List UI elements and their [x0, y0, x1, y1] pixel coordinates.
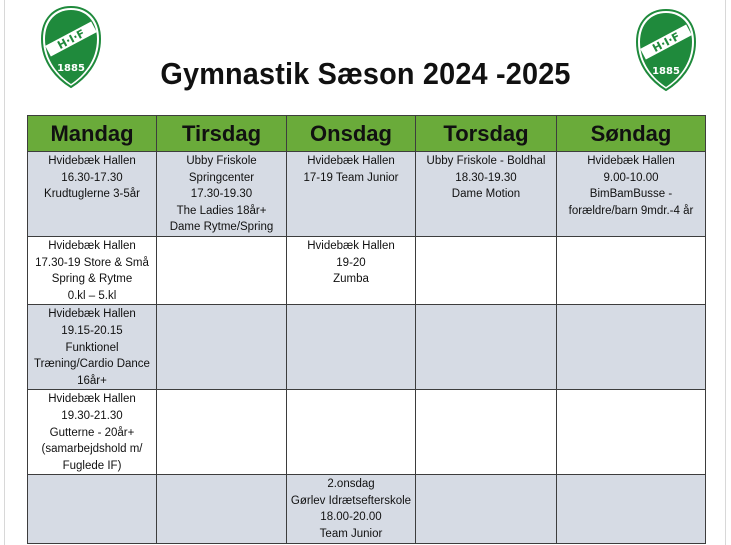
- cell-text-line: Zumba: [333, 273, 369, 286]
- cell-text-line: Hvidebæk Hallen: [48, 155, 136, 167]
- cell-text-line: Ubby Friskole - Boldhal: [426, 155, 546, 167]
- cell-text-line: 18.30-19.30: [455, 171, 517, 184]
- schedule-cell-onsdag: [287, 152, 416, 237]
- cell-text-line: BimBamBusse -: [589, 188, 673, 201]
- cell-text-line: 16.30-17.30: [61, 171, 123, 184]
- schedule-cell-mandag: [28, 236, 157, 304]
- schedule-cell-sondag: [557, 305, 706, 390]
- table-row: [28, 305, 706, 390]
- cell-text-line: 17.30-19.30: [190, 188, 253, 201]
- schedule-cell-onsdag: [287, 236, 416, 304]
- cell-text-line: Træning/Cardio Dance: [34, 358, 150, 371]
- schedule-cell-torsdag: [416, 236, 557, 304]
- cell-text-line: Dame Rytme/Spring: [169, 221, 274, 234]
- cell-text-line: Springcenter: [188, 171, 255, 184]
- schedule-cell-torsdag: [416, 152, 557, 237]
- cell-text-line: 2.onsdag: [327, 478, 375, 491]
- cell-text-line: 0.kl – 5.kl: [67, 289, 117, 302]
- day-header-torsdag: Torsdag: [416, 116, 557, 152]
- cell-text-line: Gutterne - 20år+: [49, 426, 135, 439]
- cell-text-line: The Ladies 18år+: [176, 204, 267, 217]
- cell-text-line: Ubby Friskole: [186, 155, 257, 167]
- page-title: Gymnastik Sæson 2024 -2025: [160, 56, 571, 91]
- cell-text-line: Gørlev Idrætsefterskole: [290, 494, 412, 507]
- schedule-cell-sondag: [557, 236, 706, 304]
- schedule-cell-tirsdag: [157, 236, 287, 304]
- table-row: [28, 390, 706, 475]
- schedule-cell-onsdag: [287, 305, 416, 390]
- cell-text-line: Hvidebæk Hallen: [48, 239, 136, 252]
- cell-text-line: Team Junior: [319, 528, 383, 541]
- cell-text-line: 19-20: [336, 256, 366, 269]
- schedule-cell-mandag: [28, 305, 157, 390]
- cell-text-line: forældre/barn 9mdr.-4 år: [568, 204, 694, 217]
- schedule-cell-tirsdag: [157, 475, 287, 543]
- schedule-cell-mandag: [28, 475, 157, 543]
- svg-text:H·I·F: H·I·F: [650, 29, 683, 56]
- schedule-cell-torsdag: [416, 390, 557, 475]
- cell-text-line: (samarbejdshold m/: [41, 443, 143, 456]
- schedule-cell-sondag: [557, 475, 706, 543]
- schedule-cell-sondag: [557, 390, 706, 475]
- cell-text-line: Krudtuglerne 3-5år: [44, 188, 140, 201]
- svg-text:1885: 1885: [652, 66, 680, 77]
- schedule-cell-tirsdag: [157, 305, 287, 390]
- day-header-sondag: Søndag: [557, 116, 706, 152]
- cell-text-line: Spring & Rytme: [51, 273, 133, 286]
- cell-text-line: Hvidebæk Hallen: [587, 155, 675, 167]
- schedule-cell-torsdag: [416, 475, 557, 543]
- day-header-tirsdag: Tirsdag: [157, 116, 287, 152]
- svg-text:1885: 1885: [57, 63, 85, 74]
- schedule-cell-torsdag: [416, 305, 557, 390]
- cell-text-line: Hvidebæk Hallen: [48, 308, 136, 321]
- cell-text-line: 18.00-20.00: [320, 511, 382, 524]
- day-header-onsdag: Onsdag: [287, 116, 416, 152]
- schedule-cell-onsdag: [287, 475, 416, 543]
- table-row: [28, 152, 706, 237]
- cell-text-line: Hvidebæk Hallen: [307, 239, 395, 252]
- day-header-mandag: Mandag: [28, 116, 157, 152]
- cell-text-line: 19.15-20.15: [61, 324, 123, 337]
- day-header-row: [28, 116, 706, 152]
- schedule-cell-sondag: [557, 152, 706, 237]
- schedule-cell-mandag: [28, 390, 157, 475]
- cell-text-line: 16år+: [77, 374, 107, 387]
- cell-text-line: Hvidebæk Hallen: [48, 393, 136, 406]
- schedule-cell-onsdag: [287, 390, 416, 475]
- schedule-cell-mandag: [28, 152, 157, 237]
- cell-text-line: 9.00-10.00: [603, 171, 659, 184]
- cell-text-line: Funktionel: [65, 341, 119, 354]
- table-row: [28, 236, 706, 304]
- schedule-cell-tirsdag: [157, 390, 287, 475]
- schedule-table: [27, 115, 706, 544]
- cell-text-line: 17.30-19 Store & Små: [35, 256, 149, 269]
- cell-text-line: Hvidebæk Hallen: [307, 155, 395, 167]
- schedule-cell-tirsdag: [157, 152, 287, 237]
- cell-text-line: Fuglede IF): [62, 459, 122, 472]
- svg-text:H·I·F: H·I·F: [55, 26, 88, 53]
- cell-text-line: 19.30-21.30: [61, 409, 123, 422]
- cell-text-line: Dame Motion: [451, 188, 521, 201]
- cell-text-line: 17-19 Team Junior: [303, 171, 399, 184]
- table-row: [28, 475, 706, 543]
